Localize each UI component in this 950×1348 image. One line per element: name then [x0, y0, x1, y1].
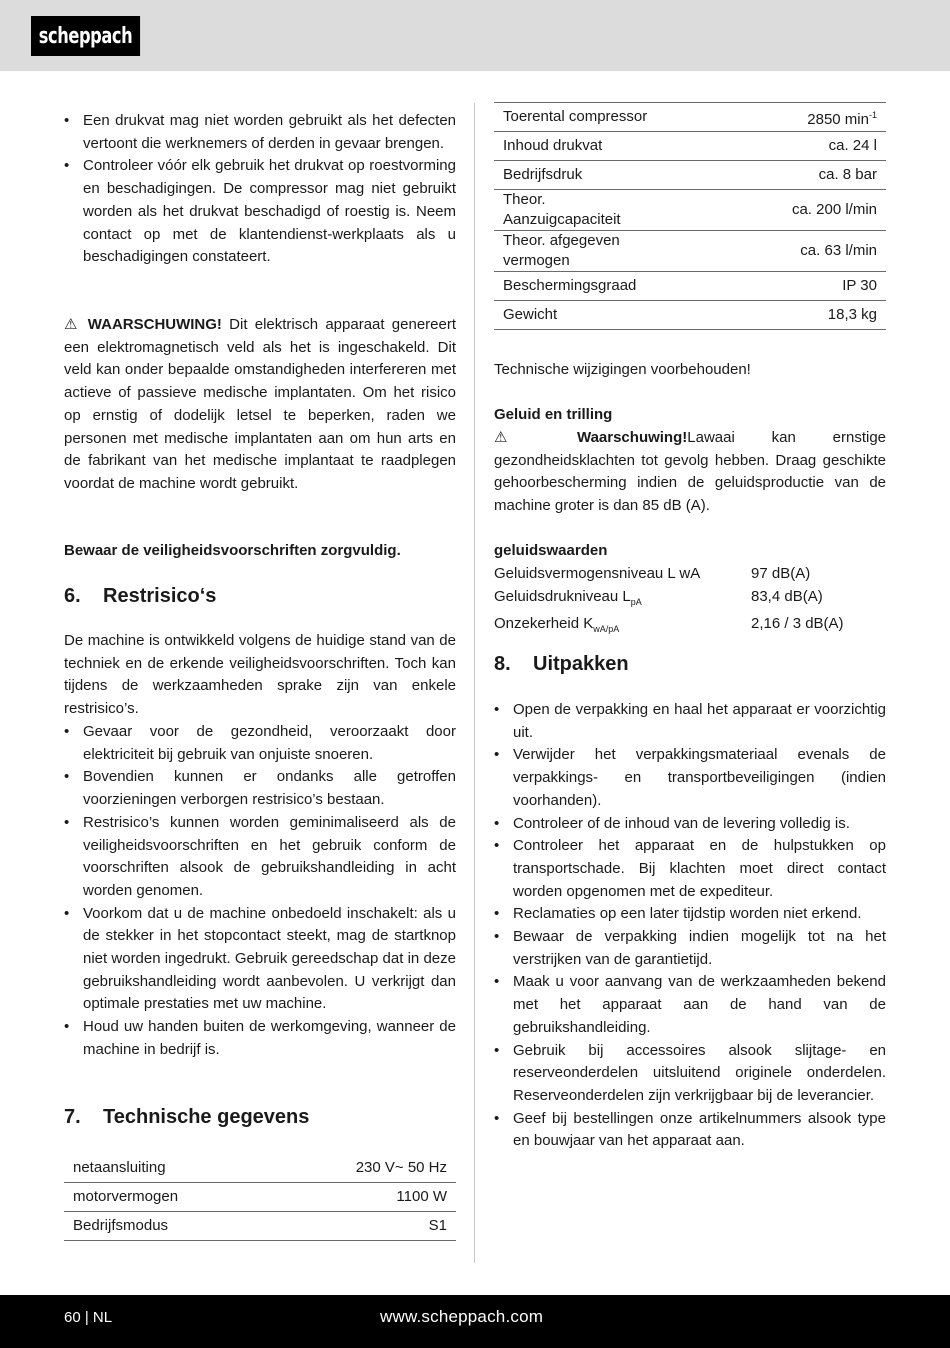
list-item: • Controleer vóór elk gebruik het drukvat op roestvorming en beschadigingen. De compressor mag niet gebruikt worden als het drukvat beschadigd of roestig is. Neem contact op met de klantendienst-werkplaats als u beschadigingen constateert.	[64, 157, 456, 266]
list-item: • Bovendien kunnen er ondanks alle getroffen voorzieningen verborgen restrisico’s bestaan.	[64, 768, 456, 809]
bullet-icon: •	[64, 1018, 70, 1036]
technical-data-table-1	[64, 1154, 456, 1241]
list-item: • Bewaar de verpakking indien mogelijk tot na het verstrijken van de garantietijd.	[494, 928, 886, 968]
warning-label: WAARSCHUWING!	[87, 316, 222, 333]
sound-value-row: Geluidsdrukniveau $L_{pA}$ 83,4 dB(A)	[494, 587, 823, 607]
sound-values-heading: geluidswaarden	[494, 542, 608, 559]
bullet-icon: •	[64, 723, 70, 740]
technical-data-table-2	[494, 102, 886, 330]
website-link[interactable]: www.scheppach.com	[380, 1307, 544, 1326]
bullet-icon: •	[64, 904, 70, 922]
residual-risks-list	[64, 721, 456, 1062]
list-item: • Reclamaties op een later tijdstip worden niet erkend.	[494, 903, 886, 926]
noise-heading: Geluid en trilling	[494, 406, 613, 423]
table-row: Inhoud drukvat ca. 24 l	[494, 132, 886, 161]
column-divider	[474, 103, 475, 1263]
list-item: • Gevaar voor de gezondheid, veroorzaakt door elektriciteit bij gebruik van onjuiste snoeren.	[64, 723, 456, 763]
bullet-icon: •	[494, 928, 500, 946]
table-row: Beschermingsgraad IP 30	[494, 272, 886, 301]
sound-values-list	[494, 563, 886, 641]
list-item: • Verwijder het verpakkingsmateriaal evenals de verpakkings- en transportbeveiligingen (indien voorhanden).	[494, 746, 886, 809]
scheppach-logo: scheppach	[31, 16, 140, 56]
pressure-vessel-list	[64, 110, 456, 269]
emf-warning: ⚠ WAARSCHUWING! Dit elektrisch apparaat genereert een elektromagnetisch veld als het is ingeschakeld. Dit veld kan onder bepaalde omstandigheden interfereren met actieve of passieve medische implantaten. Om het risico op ernstig of dodelijk letsel te beperken, raden we personen met medische implantaten aan om hun arts en de fabrikant van het medische implantaat te raadplegen voordat de machine wordt gebruikt.	[64, 316, 457, 492]
warning-triangle-icon: ⚠	[64, 316, 81, 333]
list-item: • Voorkom dat u de machine onbedoeld inschakelt: als u de stekker in het stopcontact steekt, mag de startknop niet worden ingedrukt. Gebruik gereedschap dat in deze gebruikshandleiding wordt aanbevolen. U verkrijgt dan optimale prestaties met uw machine.	[64, 904, 456, 1013]
table-row: Toerental compressor 2850 $\min^{-1}$	[494, 103, 886, 132]
bullet-icon: •	[494, 1109, 500, 1127]
bullet-icon: •	[494, 701, 500, 718]
bullet-icon: •	[64, 813, 70, 831]
bullet-icon: •	[64, 157, 70, 175]
section-6-intro: De machine is ontwikkeld volgens de huidige stand van de techniek en de erkende veiligheidsvoorschriften. Toch kan tijdens de werkzaamheden sprake zijn van enkele restrisico’s.	[64, 632, 456, 718]
bullet-icon: •	[494, 973, 500, 991]
changes-reserved-note: Technische wijzigingen voorbehouden!	[494, 361, 751, 378]
page-footer	[0, 1295, 950, 1348]
sound-value-row: Onzekerheid $K_{wA/pA}$ 2,16 / 3 dB(A)	[494, 615, 844, 634]
list-item: • Open de verpakking en haal het apparaat er voorzichtig uit.	[494, 701, 886, 741]
section-6-heading: 6. Restrisico‘s	[64, 585, 217, 607]
list-item: • Restrisico’s kunnen worden geminimaliseerd als de veiligheidsvoorschriften en het gebruik conform de voorschriften alsook de gebruikshandleiding in acht worden genomen.	[64, 813, 456, 899]
warning-triangle-icon: ⚠	[494, 429, 541, 446]
unpacking-list	[494, 699, 886, 1153]
bullet-icon: •	[64, 768, 70, 786]
bullet-icon: •	[494, 905, 500, 923]
table-row: netaansluiting 230 V~ 50 Hz	[64, 1154, 456, 1183]
list-item: • Controleer het apparaat en de hulpstukken op transportschade. Bij klachten moet direct contact worden opgenomen met de expediteur.	[494, 837, 886, 900]
bullet-icon: •	[494, 814, 500, 832]
bullet-icon: •	[494, 746, 500, 764]
warning-label: Waarschuwing!	[576, 429, 688, 446]
list-item: • Gebruik bij accessoires alsook slijtage- en reserveonderdelen uitsluitend originele onderdelen. Reserveonderdelen zijn verkrijgbaar bij de leverancier.	[494, 1041, 886, 1104]
table-row: motorvermogen 1100 W	[64, 1183, 456, 1212]
sound-value-row: Geluidsvermogensniveau L wA 97 dB(A)	[494, 565, 811, 582]
bullet-icon: •	[494, 837, 500, 855]
table-row: Bedrijfsdruk ca. 8 bar	[494, 161, 886, 190]
section-8-heading: 8. Uitpakken	[494, 653, 629, 675]
list-item: • Een drukvat mag niet worden gebruikt als het defecten vertoont die werknemers of derden in gevaar brengen.	[64, 112, 456, 152]
page-number: 60 | NL	[64, 1309, 113, 1326]
section-7-heading: 7. Technische gegevens	[64, 1106, 310, 1128]
list-item: • Geef bij bestellingen onze artikelnummers alsook type en bouwjaar van het apparaat aan.	[494, 1109, 886, 1150]
table-row: Theor. Aanzuigcapaciteit ca. 200 l/min	[494, 190, 886, 231]
noise-warning: ⚠ Waarschuwing!Lawaai kan ernstige gezondheidsklachten tot gevolg hebben. Draag geschikte gehoorbescherming indien de geluidsproductie van de machine groter is dan 85 dB (A).	[494, 429, 887, 515]
page-header	[0, 0, 950, 71]
table-row: Bedrijfsmodus S1	[64, 1212, 456, 1241]
table-row: Gewicht 18,3 kg	[494, 301, 886, 330]
bullet-icon: •	[64, 112, 70, 129]
list-item: • Controleer of de inhoud van de levering volledig is.	[494, 813, 886, 836]
list-item: • Maak u voor aanvang van de werkzaamheden bekend met het apparaat aan de hand van de gebruikshandleiding.	[494, 973, 886, 1036]
list-item: • Houd uw handen buiten de werkomgeving, wanneer de machine in bedrijf is.	[64, 1018, 456, 1058]
table-row: Theor. afgegeven vermogen ca. 63 l/min	[494, 231, 886, 272]
bullet-icon: •	[494, 1041, 500, 1059]
keep-instructions-note: Bewaar de veiligheidsvoorschriften zorgvuldig.	[64, 542, 401, 559]
